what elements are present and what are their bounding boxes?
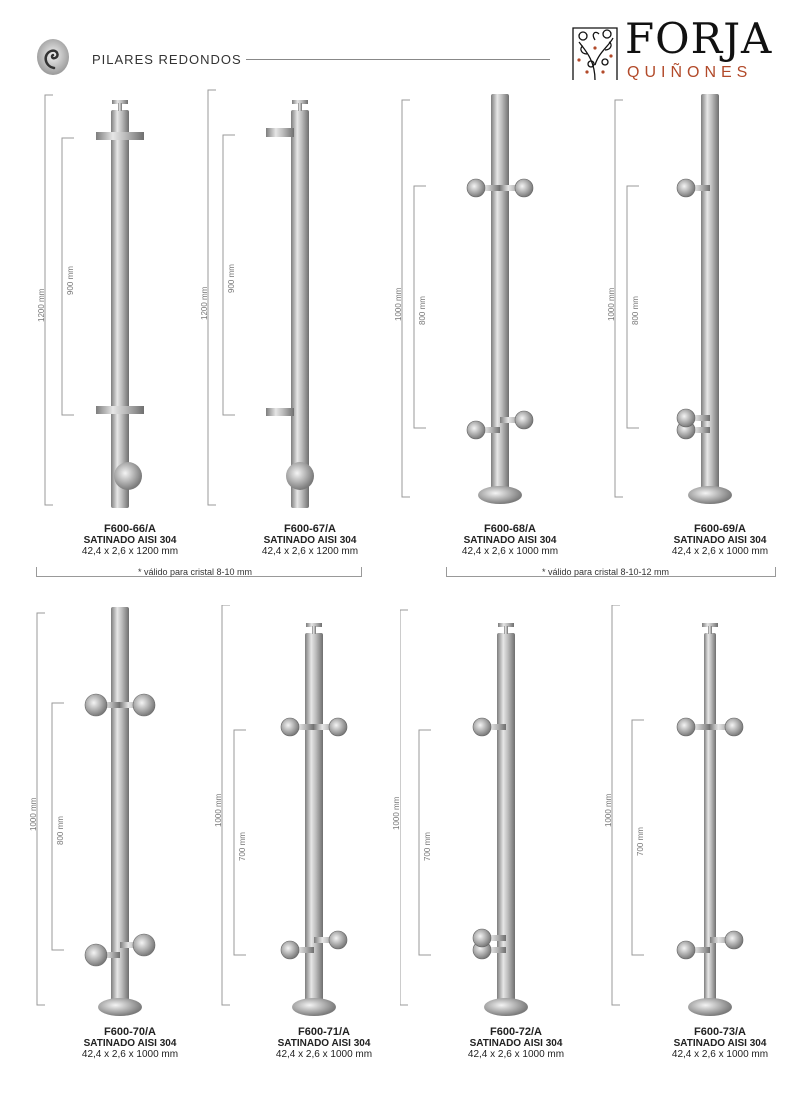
dimension-label-inner: 900 mm [227,264,236,293]
product-size: 42,4 x 2,6 x 1200 mm [261,546,359,557]
dimension-label-inner: 700 mm [423,831,432,861]
base-plate [292,998,336,1016]
glass-clamp [725,931,743,949]
product-card [604,605,800,1095]
post-drawing [208,605,408,1045]
product-caption [416,1027,616,1060]
saddle-stem [312,626,316,634]
dimension-line-outer [400,610,408,1005]
product-material: SATINADO AISI 304 [463,535,557,546]
product-size: 42,4 x 2,6 x 1000 mm [671,1049,769,1060]
product-code: F600-68/A [484,523,536,535]
wrought-iron-tree-icon [565,20,625,82]
post-drawing [14,605,214,1045]
glass-clamp [133,934,155,956]
product-material: SATINADO AISI 304 [673,1038,767,1049]
glass-clamp [467,421,485,439]
saddle-stem [708,626,712,634]
glass-clamp [85,694,107,716]
note-right: * válido para cristal 8-10-12 mm [542,567,670,577]
product-material: SATINADO AISI 304 [469,1038,563,1049]
glass-clamp [515,411,533,429]
dimension-label-outer: 1000 mm [607,287,616,321]
logo-word: FORJA [625,14,773,63]
post-drawing [604,605,800,1045]
base-plate [688,486,732,504]
dimension-label-outer: 1200 mm [200,286,209,320]
brand-logo [565,12,773,82]
product-card [194,88,394,578]
tube-holder [266,408,294,416]
product-code: F600-70/A [104,1026,156,1038]
glass-clamp [329,718,347,736]
dimension-label-inner: 700 mm [636,826,645,856]
dimension-line-outer [615,100,623,497]
dimension-line-outer [612,605,620,1005]
product-card [604,88,800,578]
product-code: F600-73/A [694,1026,746,1038]
base-plate [98,998,142,1016]
glass-clamp [133,694,155,716]
dimension-label-outer: 1000 mm [392,796,401,830]
glass-clamp [725,718,743,736]
post-tube [491,94,509,493]
glass-clamp [85,944,107,966]
post-tube [111,110,129,508]
product-size: 42,4 x 2,6 x 1000 mm [671,546,769,557]
section-title: PILARES REDONDOS [92,52,242,67]
saddle-stem [118,103,122,111]
dimension-line-outer [45,95,53,505]
glass-clamp [677,941,695,959]
base-plate [478,486,522,504]
dimension-label-outer: 1200 mm [37,288,46,322]
product-size: 42,4 x 2,6 x 1200 mm [81,546,179,557]
product-caption [620,1027,800,1060]
product-material: SATINADO AISI 304 [277,1038,371,1049]
product-size: 42,4 x 2,6 x 1000 mm [467,1049,565,1060]
product-material: SATINADO AISI 304 [263,535,357,546]
product-material: SATINADO AISI 304 [83,1038,177,1049]
tube-holder [96,132,144,140]
post-drawing [194,88,394,528]
saddle-stem [298,103,302,111]
dimension-line-outer [208,90,216,505]
glass-clamp [677,718,695,736]
glass-clamp [677,179,695,197]
product-size: 42,4 x 2,6 x 1000 mm [461,546,559,557]
product-size: 42,4 x 2,6 x 1000 mm [81,1049,179,1060]
saddle-stem [504,626,508,634]
product-code: F600-66/A [104,523,156,535]
dimension-label-outer: 1000 mm [29,797,38,831]
product-caption [620,524,800,557]
dimension-line-outer [222,605,230,1005]
dimension-line-outer [37,613,45,1005]
dimension-label-outer: 1000 mm [214,793,223,827]
dimension-label-inner: 800 mm [631,296,640,325]
product-material: SATINADO AISI 304 [673,535,767,546]
note-left: * válido para cristal 8-10 mm [138,567,253,577]
dimension-label-outer: 1000 mm [394,287,403,321]
product-material: SATINADO AISI 304 [83,535,177,546]
glass-clamp [467,179,485,197]
product-caption [410,524,610,557]
header-divider [246,59,550,60]
base-bracket [114,462,142,490]
base-plate [688,998,732,1016]
post-tube [701,94,719,493]
dimension-label-inner: 800 mm [418,296,427,325]
dimension-label-inner: 900 mm [66,265,75,295]
product-code: F600-67/A [284,523,336,535]
product-card [14,88,214,578]
snail-spiral-icon [34,38,72,76]
product-card [394,88,594,578]
glass-clamp [281,941,299,959]
product-code: F600-69/A [694,523,746,535]
dimension-label-inner: 700 mm [238,831,247,861]
product-caption [210,524,410,557]
product-code: F600-71/A [298,1026,350,1038]
product-card [392,605,600,1095]
glass-clamp [281,718,299,736]
glass-clamp [515,179,533,197]
product-caption [30,1027,230,1060]
glass-clamp [329,931,347,949]
base-plate [484,998,528,1016]
product-size: 42,4 x 2,6 x 1000 mm [275,1049,373,1060]
glass-clamp [677,409,695,427]
product-card [14,605,214,1095]
glass-clamp [473,929,491,947]
logo-subtitle: QUIÑONES [627,64,753,81]
dimension-label-outer: 1000 mm [604,793,613,827]
product-card [208,605,408,1095]
tube-holder [266,128,294,137]
base-bracket [286,462,314,490]
product-caption [224,1027,424,1060]
glass-clamp [473,718,491,736]
post-tube [291,110,309,508]
dimension-line-outer [402,100,410,497]
tube-holder [96,406,144,414]
post-drawing [400,605,600,1045]
product-code: F600-72/A [490,1026,542,1038]
dimension-label-inner: 800 mm [56,815,65,845]
